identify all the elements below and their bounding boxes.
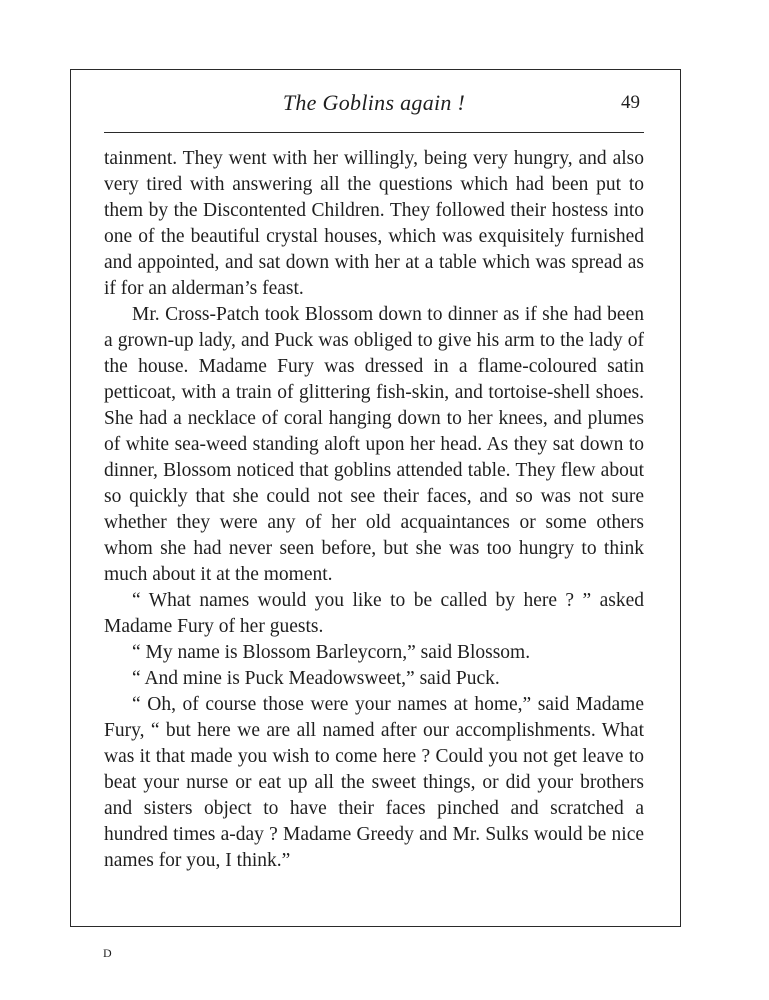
signature-mark: D xyxy=(103,946,113,960)
paragraph: “ And mine is Puck Meadowsweet,” said Puck. xyxy=(132,668,500,689)
paragraph: “ Oh, of course those were your names at home,” said Madame Fury, “ but here we are all named after our accomplishments. What was it that made you wish to come here ? Could you not get leave to beat your nurse or eat up all the sweet things, or did your brothers and sisters object to have their faces pinched and scratched a hundred times a-day ? Madame Greedy and Mr. Sulks would be nice names for you, I think.” xyxy=(104,694,644,871)
header-rule xyxy=(104,132,644,133)
body-text xyxy=(104,146,644,874)
running-header xyxy=(104,90,644,126)
paragraph: “ My name is Blossom Barleycorn,” said Blossom. xyxy=(132,642,531,663)
paragraph: “ What names would you like to be called by here ? ” asked Madame Fury of her guests. xyxy=(104,590,644,637)
running-title: The Goblins again ! xyxy=(282,90,466,115)
paragraph: tainment. They went with her willingly, being very hungry, and also very tired with answering all the questions which had been put to them by the Discontented Children. They followed their hostess into one of the beautiful crystal houses, which was exquisitely furnished and appointed, and sat down with her at a table which was spread as if for an alderman’s feast. xyxy=(104,148,644,299)
paragraph: Mr. Cross-Patch took Blossom down to dinner as if she had been a grown-up lady, and Puck was obliged to give his arm to the lady of the house. Madame Fury was dressed in a flame-coloured satin petticoat, with a train of glittering fish-skin, and tortoise-shell shoes. She had a necklace of coral hanging down to her knees, and plumes of white sea-weed standing aloft upon her head. As they sat down to dinner, Blossom noticed that goblins attended table. They flew about so quickly that she could not see their faces, and so was not sure whether they were any of her old acquaintances or some others whom she had never seen before, but she was too hungry to think much about it at the moment. xyxy=(104,304,644,585)
page-number: 49 xyxy=(621,92,640,113)
